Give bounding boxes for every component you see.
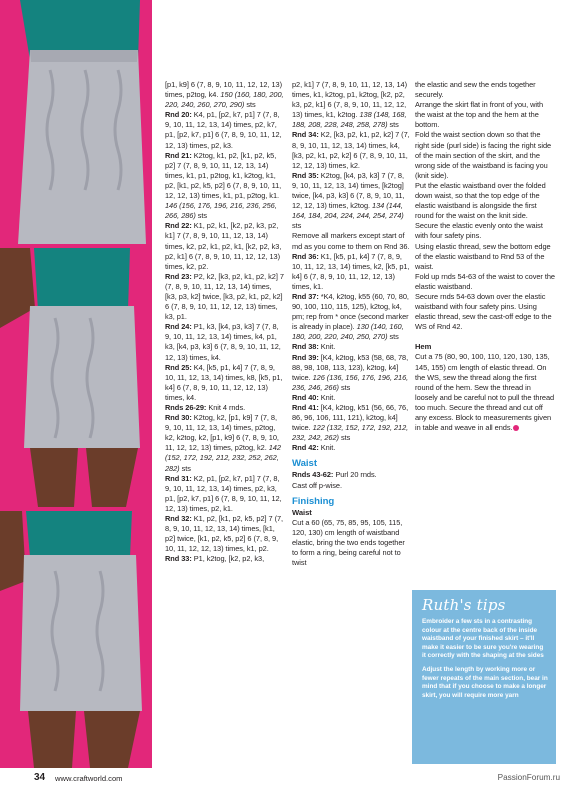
instruction-text: Cut a 60 (65, 75, 85, 95, 105, 115, 120, 130) cm length of waistband elastic, bring the two ends together to form a ring, being careful not to twist <box>292 517 405 568</box>
tip-paragraph: Adjust the length by working more or fewer repeats of the main section, bear in mind that if you choose to make a longer skirt, you will require more yarn <box>422 665 548 699</box>
instruction-text: [K4, k2tog, k51 (56, 66, 76, 86, 96, 106, 111, 121), k2tog, k4] twice. <box>292 403 409 433</box>
pattern-paragraph <box>415 272 555 292</box>
instruction-text: K2tog, k1, p2, [k1, p2, k5, p2] 7 (7, 8, 9, 10, 11, 12, 13, 14) times, k1, p1, p2tog, k1, k2tog, k1, p2, [k1, p2, k5, p2] 6 (7, 8, 9, 10, 11, 12, 12, 13) times, k1, p1, p2tog, k1. <box>165 150 282 201</box>
pattern-paragraph <box>165 363 285 403</box>
pattern-paragraph <box>292 470 412 480</box>
instruction-text: Cast off p-wise. <box>292 480 342 490</box>
instruction-text: Secure rnds 54-63 down over the elastic waistband with four safety pins. Using elastic thread, sew the cast-off edge to the WS of Rnd 42. <box>415 291 552 332</box>
instruction-text: Arrange the skirt flat in front of you, with the waist at the top and the hem at the bottom. <box>415 100 544 130</box>
instruction-text: K2tog, [k4, p3, k3] 7 (7, 8, 9, 10, 11, 12, 13, 14) times, [k2tog] twice, [k4, p3, k3] 6 (7, 8, 9, 10, 11, 12, 12, 13) times, k2tog. <box>292 170 405 211</box>
pattern-paragraph <box>415 352 555 433</box>
pattern-paragraph <box>292 292 412 342</box>
round-label: Rnd 33: <box>165 554 194 564</box>
instruction-text: Using elastic thread, sew the bottom edge of the elastic waistband to Rnd 53 of the waist. <box>415 241 551 271</box>
page-number: 34 <box>34 772 46 783</box>
stitch-count: 150 (160, 180, 200, 220, 240, 260, 270, 290) <box>165 90 284 110</box>
pattern-paragraph <box>165 151 285 222</box>
pattern-paragraph <box>165 272 285 322</box>
instruction-text: P2, k2, [k3, p2, k1, p2, k2] 7 (7, 8, 9, 10, 11, 12, 13, 14) times, [k3, p3, k2] twice, [k3, p2, k1, p2, k2] 6 (7, 8, 9, 10, 11, 12, 12, 13) times, k3, p1. <box>165 271 284 322</box>
instruction-text: Cut a 75 (80, 90, 100, 110, 120, 130, 135, 145, 155) cm length of elastic thread. On the WS, sew the thread along the first round of the hem. Sew the thread in loosely and be careful not to pull the thread too much. Secure the thread and cut off any excess. Block to measurements given in table and weave in all ends. <box>415 352 555 433</box>
instruction-text: K2, p1, [p2, k7, p1] 7 (7, 8, 9, 10, 11, 12, 13, 14) times, p2, k3, p1, [p2, k7, p1] 6 (7, 8, 9, 10, 11, 12, 12, 13) times, p2, k1. <box>165 473 282 513</box>
instruction-text: sts <box>338 382 351 392</box>
stitch-count: 130 (140, 160, 180, 200, 220, 240, 250, 270) <box>292 322 404 342</box>
instruction-text: sts <box>195 211 208 221</box>
instruction-text: Put the elastic waistband over the folded down waist, so that the top edge of the elastic waistband is alongside the first round for the waist on the knit side. <box>415 180 546 221</box>
pattern-paragraph <box>292 130 412 170</box>
spacer <box>415 332 555 342</box>
instruction-text: K4, p1, [p2, k7, p1] 7 (7, 8, 9, 10, 11, 12, 13, 14) times, p2, k7, p1, [p2, k7, p1] 6 (7, 8, 9, 10, 11, 12, 12, 13) times, p2, k3. <box>165 110 282 150</box>
round-label: Rnd 32: <box>165 514 194 524</box>
pattern-paragraph <box>415 181 555 221</box>
watermark: PassionForum.ru <box>497 773 560 782</box>
instruction-text: sts <box>179 463 191 473</box>
round-label: Rnd 22: <box>165 221 194 231</box>
pattern-paragraph <box>292 353 412 393</box>
instruction-text: K1, [k5, p1, k4] 7 (7, 8, 9, 10, 11, 12, 13, 14) times, k2, [k5, p1, k4] 6 (7, 8, 9, 10, 11, 12, 12, 13) times, k1. <box>292 251 410 291</box>
pattern-paragraph <box>292 80 412 130</box>
instruction-text: Knit. <box>320 443 336 453</box>
pattern-paragraph <box>165 110 285 150</box>
instruction-text: Knit. <box>320 392 336 402</box>
pattern-paragraph <box>415 130 555 180</box>
pattern-paragraph <box>415 80 555 100</box>
instruction-text: Secure the elastic evenly onto the waist with four safety pins. <box>415 221 543 241</box>
instruction-text: sts <box>387 120 399 130</box>
pattern-paragraph <box>415 292 555 332</box>
instruction-text: P1, k2tog, [k2, p2, k3, <box>193 554 265 564</box>
pattern-paragraph <box>292 252 412 292</box>
photo-strip <box>0 0 152 768</box>
skirt-photo-back <box>0 511 152 768</box>
instruction-text: sts <box>244 100 256 110</box>
tips-title: Ruth's tips <box>422 596 506 614</box>
instruction-text: K1, p2, k1, [k2, p2, k3, p2, k1] 7 (7, 8, 9, 10, 11, 12, 13, 14) times, k2, p2, k1, p2, k1, [k2, p2, k3, p2, k1] 6 (7, 8, 9, 10, 11, 12, 12, 13) times, k2, p2. <box>165 221 282 271</box>
stitch-count: 146 (156, 176, 196, 216, 236, 256, 266, 286) <box>165 201 277 221</box>
pattern-column-1 <box>165 80 285 565</box>
instruction-text: sts <box>292 221 302 231</box>
instruction-text: K1, p2, [k1, p2, k5, p2] 7 (7, 8, 9, 10, 11, 12, 13, 14) times, [k1, p2] twice, [k1, p2, k5, p2] 6 (7, 8, 9, 10, 11, 12, 12, 13) times, k1, p2. <box>165 514 284 554</box>
instruction-text: Purl 20 rnds. <box>335 470 377 480</box>
page-footer <box>0 768 566 800</box>
tips-box <box>412 590 556 764</box>
round-label: Rnd 39: <box>292 352 321 362</box>
pattern-paragraph <box>165 474 285 514</box>
pattern-paragraph <box>165 80 285 110</box>
pattern-paragraph <box>415 100 555 130</box>
round-label: Rnd 37: <box>292 291 321 301</box>
instruction-text: the elastic and sew the ends together securely. <box>415 80 536 100</box>
pattern-paragraph <box>292 171 412 232</box>
stitch-count: 134 (144, 164, 184, 204, 224, 244, 254, 274) <box>292 201 404 221</box>
round-label: Rnd 42: <box>292 443 321 453</box>
section-heading: Finishing <box>292 495 335 507</box>
instruction-text: P1, k3, [k4, p3, k3] 7 (7, 8, 9, 10, 11, 12, 13, 14) times, k4, p1, k3, [k4, p3, k3] 6 (7, 8, 9, 10, 11, 12, 12, 13) times, k4. <box>165 322 281 362</box>
stitch-count: 142 (152, 172, 192, 212, 232, 252, 262, 282) <box>165 443 281 473</box>
pattern-paragraph <box>165 514 285 554</box>
tip-paragraph: Embroider a few sts in a contrasting colour at the centre back of the inside waistband of your finished skirt – it'll make it easier to be sure you're wearing it correctly with the shaping at the sides <box>422 618 544 660</box>
pattern-paragraph <box>292 403 412 443</box>
pattern-paragraph <box>292 231 412 251</box>
skirt-photo-front <box>0 248 152 507</box>
instruction-text: Knit. <box>320 342 336 352</box>
instruction-text: Knit 4 rnds. <box>208 403 246 412</box>
end-marker-icon <box>513 425 519 431</box>
instruction-text: K2, [k3, p2, k1, p2, k2] 7 (7, 8, 9, 10, 11, 12, 13, 14) times, k4, [k3, p2, k1, p2, k2] 6 (7, 8, 9, 10, 11, 12, 12, 13) times, k2. <box>292 130 410 170</box>
section-heading: Hem <box>415 342 432 352</box>
pattern-paragraph <box>165 322 285 362</box>
pattern-paragraph <box>165 413 285 474</box>
pattern-paragraph <box>165 221 285 271</box>
round-label: Rnd 36: <box>292 251 321 261</box>
instruction-text: sts <box>338 433 351 443</box>
pattern-paragraph <box>165 554 285 564</box>
site-url: www.craftworld.com <box>55 774 123 783</box>
instruction-text: Fold the waist section down so that the right side (purl side) is facing the right side of the main section of the skirt, and the wrong side of the waistband is facing you (knit side). <box>415 130 552 180</box>
tips-body <box>422 618 548 700</box>
instruction-text: p2, k1] 7 (7, 8, 9, 10, 11, 12, 13, 14) times, k1, k2tog, p1, k2tog, [k2, p2, k3, p2, k1] 6 (7, 8, 9, 10, 11, 12, 12, 13) times, k1, k2tog. <box>292 80 408 120</box>
pattern-column-2 <box>292 80 412 568</box>
pattern-paragraph <box>292 393 412 403</box>
pattern-paragraph <box>292 443 412 453</box>
round-label: Rnds 26-29: <box>165 403 209 412</box>
round-label: Rnd 35: <box>292 170 321 180</box>
instruction-text: [K4, k2tog, k53 (58, 68, 78, 88, 98, 108, 113, 123), k2tog, k4] twice. <box>292 352 409 382</box>
stitch-count: 126 (136, 156, 176, 196, 216, 236, 246, 266) <box>292 372 409 392</box>
instruction-text: K2tog, k2, [p1, k9] 7 (7, 8, 9, 10, 11, 12, 13, 14) times, p2tog, k2, k2tog, k2, [p1, k9] 6 (7, 8, 9, 10, 11, 12, 12, 13) times, p2tog, k2. <box>165 413 279 453</box>
pattern-paragraph <box>292 518 412 568</box>
pattern-paragraph <box>292 342 412 352</box>
instruction-text: K4, [k5, p1, k4] 7 (7, 8, 9, 10, 11, 12, 13, 14) times, k8, [k5, p1, k4] 6 (7, 8, 9, 10, 11, 12, 12, 13) times, k4. <box>165 362 283 402</box>
pattern-column-3 <box>415 80 555 433</box>
round-label: Rnd 34: <box>292 130 321 140</box>
instruction-text: sts <box>387 332 399 342</box>
round-label: Rnd 24: <box>165 322 194 332</box>
round-label: Rnd 23: <box>165 271 194 281</box>
stitch-count: 138 (148, 168, 188, 208, 228, 248, 258, 278) <box>292 110 407 130</box>
skirt-photo-waist-detail <box>0 0 152 244</box>
pattern-paragraph <box>415 242 555 272</box>
round-label: Rnd 38: <box>292 342 321 352</box>
instruction-text: [p1, k9] 6 (7, 8, 9, 10, 11, 12, 12, 13) times, p2tog, k4. <box>165 80 283 100</box>
round-label: Rnd 31: <box>165 473 194 483</box>
round-label: Rnds 43-62: <box>292 470 336 480</box>
round-label: Rnd 20: <box>165 110 194 120</box>
round-label: Rnd 41: <box>292 403 321 412</box>
round-label: Rnd 30: <box>165 413 194 423</box>
instruction-text: Fold up rnds 54-63 of the waist to cover the elastic waistband. <box>415 271 555 291</box>
stitch-count: 122 (132, 152, 172, 192, 212, 232, 242, 262) <box>292 423 409 443</box>
round-label: Rnd 21: <box>165 150 194 160</box>
round-label: Rnd 40: <box>292 392 321 402</box>
section-heading: Waist <box>292 458 317 470</box>
section-heading: Waist <box>292 507 312 517</box>
pattern-paragraph <box>292 481 412 491</box>
pattern-paragraph <box>415 221 555 241</box>
pattern-paragraph <box>165 403 285 413</box>
instruction-text: *K4, k2tog, k55 (60, 70, 80, 90, 100, 110, 115, 125), k2tog, k4, pm; rep from * once (second marker is already in place). <box>292 291 409 332</box>
instruction-text: Remove all markers except start of md as you come to them on Rnd 36. <box>292 231 410 251</box>
round-label: Rnd 25: <box>165 362 194 372</box>
